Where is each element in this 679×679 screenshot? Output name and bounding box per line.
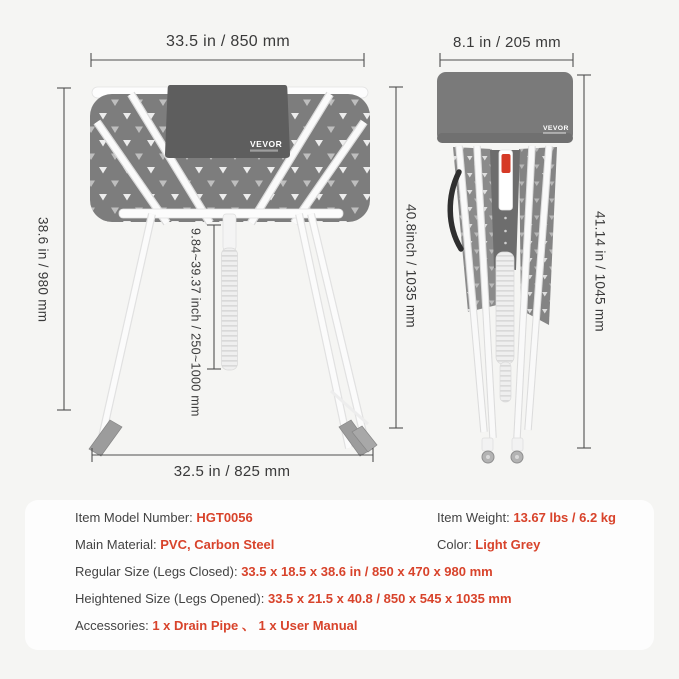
red-latch: [502, 154, 511, 173]
spec-label-color: Color:: [437, 537, 476, 552]
dim-base-width-label: 32.5 in / 825 mm: [173, 463, 291, 480]
dim-front-height-closed-label: 38.6 in / 980 mm: [35, 217, 51, 323]
spec-value-accessories: 1 x Drain Pipe 、 1 x User Manual: [152, 618, 358, 633]
dim-front-height-open-label: 40.8inch / 1035 mm: [403, 204, 419, 328]
spec-row-material: [75, 536, 274, 554]
spec-label-accessories: Accessories:: [75, 618, 153, 633]
dim-pipe-range-label: 9.84~39.37 inch / 250~1000 mm: [188, 228, 203, 417]
spec-row-weight: [437, 509, 616, 527]
spec-value-model: HGT0056: [196, 510, 253, 525]
spec-row-model: [75, 509, 253, 527]
spec-box: [25, 500, 654, 650]
spec-value-regular-size: 33.5 x 18.5 x 38.6 in / 850 x 470 x 980 mm: [241, 564, 493, 579]
spec-label-weight: Item Weight:: [437, 510, 514, 525]
spec-label-material: Main Material:: [75, 537, 161, 552]
folded-pad-edge: [437, 133, 573, 143]
front-view-figure: [89, 85, 377, 456]
spec-label-model: Item Model Number:: [75, 510, 197, 525]
spec-row-regular-size: [75, 563, 493, 581]
dim-front-width-label: 33.5 in / 850 mm: [166, 33, 290, 50]
drain-pipe-folded: [496, 252, 514, 402]
front-feet: [89, 420, 377, 456]
spec-label-regular-size: Regular Size (Legs Closed):: [75, 564, 242, 579]
folded-feet-wheels: [482, 438, 523, 463]
spec-value-heightened-size: 33.5 x 21.5 x 40.8 / 850 x 545 x 1035 mm: [267, 591, 512, 606]
dim-side-height-label: 41.14 in / 1045 mm: [592, 211, 608, 332]
vevor-logo-subline: [250, 150, 278, 152]
dim-side-width-label: 8.1 in / 205 mm: [453, 34, 561, 51]
spec-label-heightened-size: Heightened Size (Legs Opened):: [75, 591, 268, 606]
spec-row-color: [437, 536, 540, 554]
spec-row-heightened-size: [75, 590, 512, 608]
vevor-logo: VEVOR: [250, 139, 283, 149]
spec-value-weight: 13.67 lbs / 6.2 kg: [513, 510, 616, 525]
drain-pipe-front: [222, 214, 238, 370]
spec-value-color: Light Grey: [475, 537, 541, 552]
side-view-figure: [437, 72, 573, 463]
vevor-logo-side: VEVOR: [543, 125, 569, 132]
spec-value-material: PVC, Carbon Steel: [160, 537, 275, 552]
spec-row-accessories: [75, 617, 358, 635]
vevor-logo-side-subline: [543, 132, 566, 134]
